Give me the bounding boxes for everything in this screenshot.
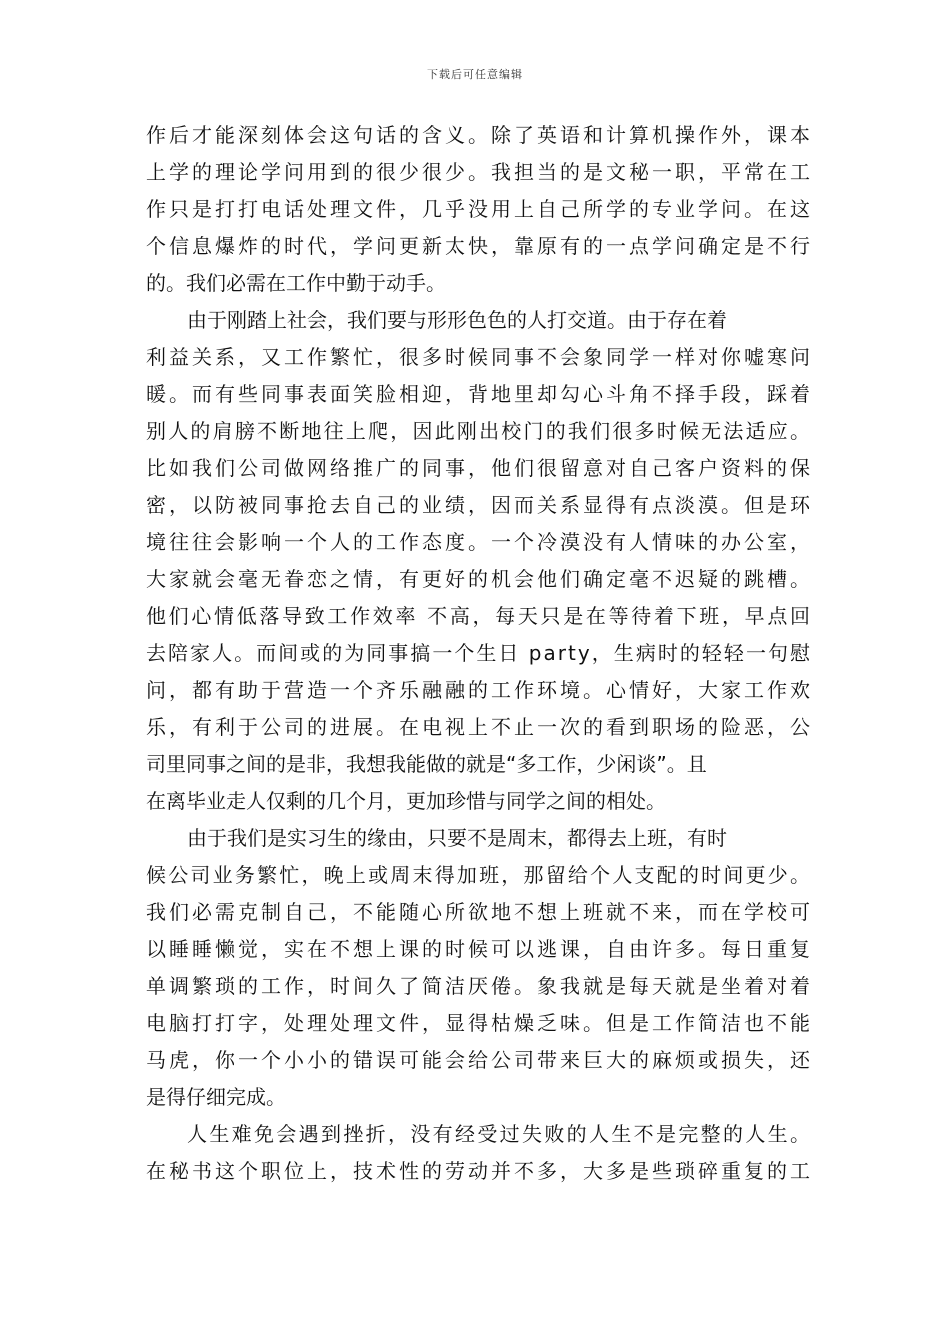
text-line: 作后才能深刻体会这句话的含义。除了英语和计算机操作外，课本: [146, 123, 813, 147]
text-line: 候公司业务繁忙，晚上或周末得加班，那留给个人支配的时间更少。: [146, 863, 813, 887]
text-line: 暖。而有些同事表面笑脸相迎，背地里却勾心斗角不择手段，踩着: [146, 382, 813, 406]
text-line: 以睡睡懒觉，实在不想上课的时候可以逃课，自由许多。每日重复: [146, 937, 813, 961]
text-line: 密，以防被同事抢去自己的业绩，因而关系显得有点淡漠。但是环: [146, 493, 813, 517]
text-line: 利益关系，又工作繁忙，很多时候同事不会象同学一样对你嘘寒问: [146, 345, 813, 369]
paragraph-first-line: 由于我们是实习生的缘由，只要不是周末，都得去上班，有时: [187, 826, 727, 850]
text-line: 去陪家人。而间或的为同事搞一个生日 party，生病时的轻轻一句慰: [146, 641, 813, 665]
text-line: 在秘书这个职位上，技术性的劳动并不多，大多是些琐碎重复的工: [146, 1159, 813, 1183]
document-body: [146, 117, 813, 1190]
text-line: 在离毕业走人仅剩的几个月，更加珍惜与同学之间的相处。: [146, 789, 666, 813]
text-line: 电脑打打字，处理处理文件，显得枯燥乏味。但是工作简洁也不能: [146, 1011, 813, 1035]
text-line: 我们必需克制自己，不能随心所欲地不想上班就不来，而在学校可: [146, 900, 813, 924]
paragraph-first-line: 人生难免会遇到挫折，没有经受过失败的人生不是完整的人生。: [187, 1122, 813, 1146]
text-line: 个信息爆炸的时代，学问更新太快，靠原有的一点学问确定是不行: [146, 234, 813, 258]
text-line: 境往往会影响一个人的工作态度。一个冷漠没有人情味的办公室，: [146, 530, 813, 554]
paragraph-first-line: 由于刚踏上社会，我们要与形形色色的人打交道。由于存在着: [187, 308, 727, 332]
text-line: 司里同事之间的是非，我想我能做的就是“多工作，少闲谈”。且: [146, 752, 707, 776]
text-line: 作只是打打电话处理文件，几乎没用上自己所学的专业学问。在这: [146, 197, 813, 221]
page-header: 下载后可任意编辑: [427, 68, 523, 81]
text-line: 比如我们公司做网络推广的同事，他们很留意对自己客户资料的保: [146, 456, 813, 480]
text-line: 单调繁琐的工作，时间久了简洁厌倦。象我就是每天就是坐着对着: [146, 974, 813, 998]
text-line: 别人的肩膀不断地往上爬，因此刚出校门的我们很多时候无法适应。: [146, 419, 813, 443]
text-line: 是得仔细完成。: [146, 1085, 286, 1109]
text-line: 的。我们必需在工作中勤于动手。: [146, 271, 446, 295]
text-line: 问，都有助于营造一个齐乐融融的工作环境。心情好，大家工作欢: [146, 678, 813, 702]
text-line: 他们心情低落导致工作效率 不高，每天只是在等待着下班，早点回: [146, 604, 813, 628]
text-line: 上学的理论学问用到的很少很少。我担当的是文秘一职，平常在工: [146, 160, 813, 184]
text-line: 马虎，你一个小小的错误可能会给公司带来巨大的麻烦或损失，还: [146, 1048, 813, 1072]
text-line: 乐，有利于公司的进展。在电视上不止一次的看到职场的险恶，公: [146, 715, 813, 739]
text-line: 大家就会毫无眷恋之情，有更好的机会他们确定毫不迟疑的跳槽。: [146, 567, 813, 591]
